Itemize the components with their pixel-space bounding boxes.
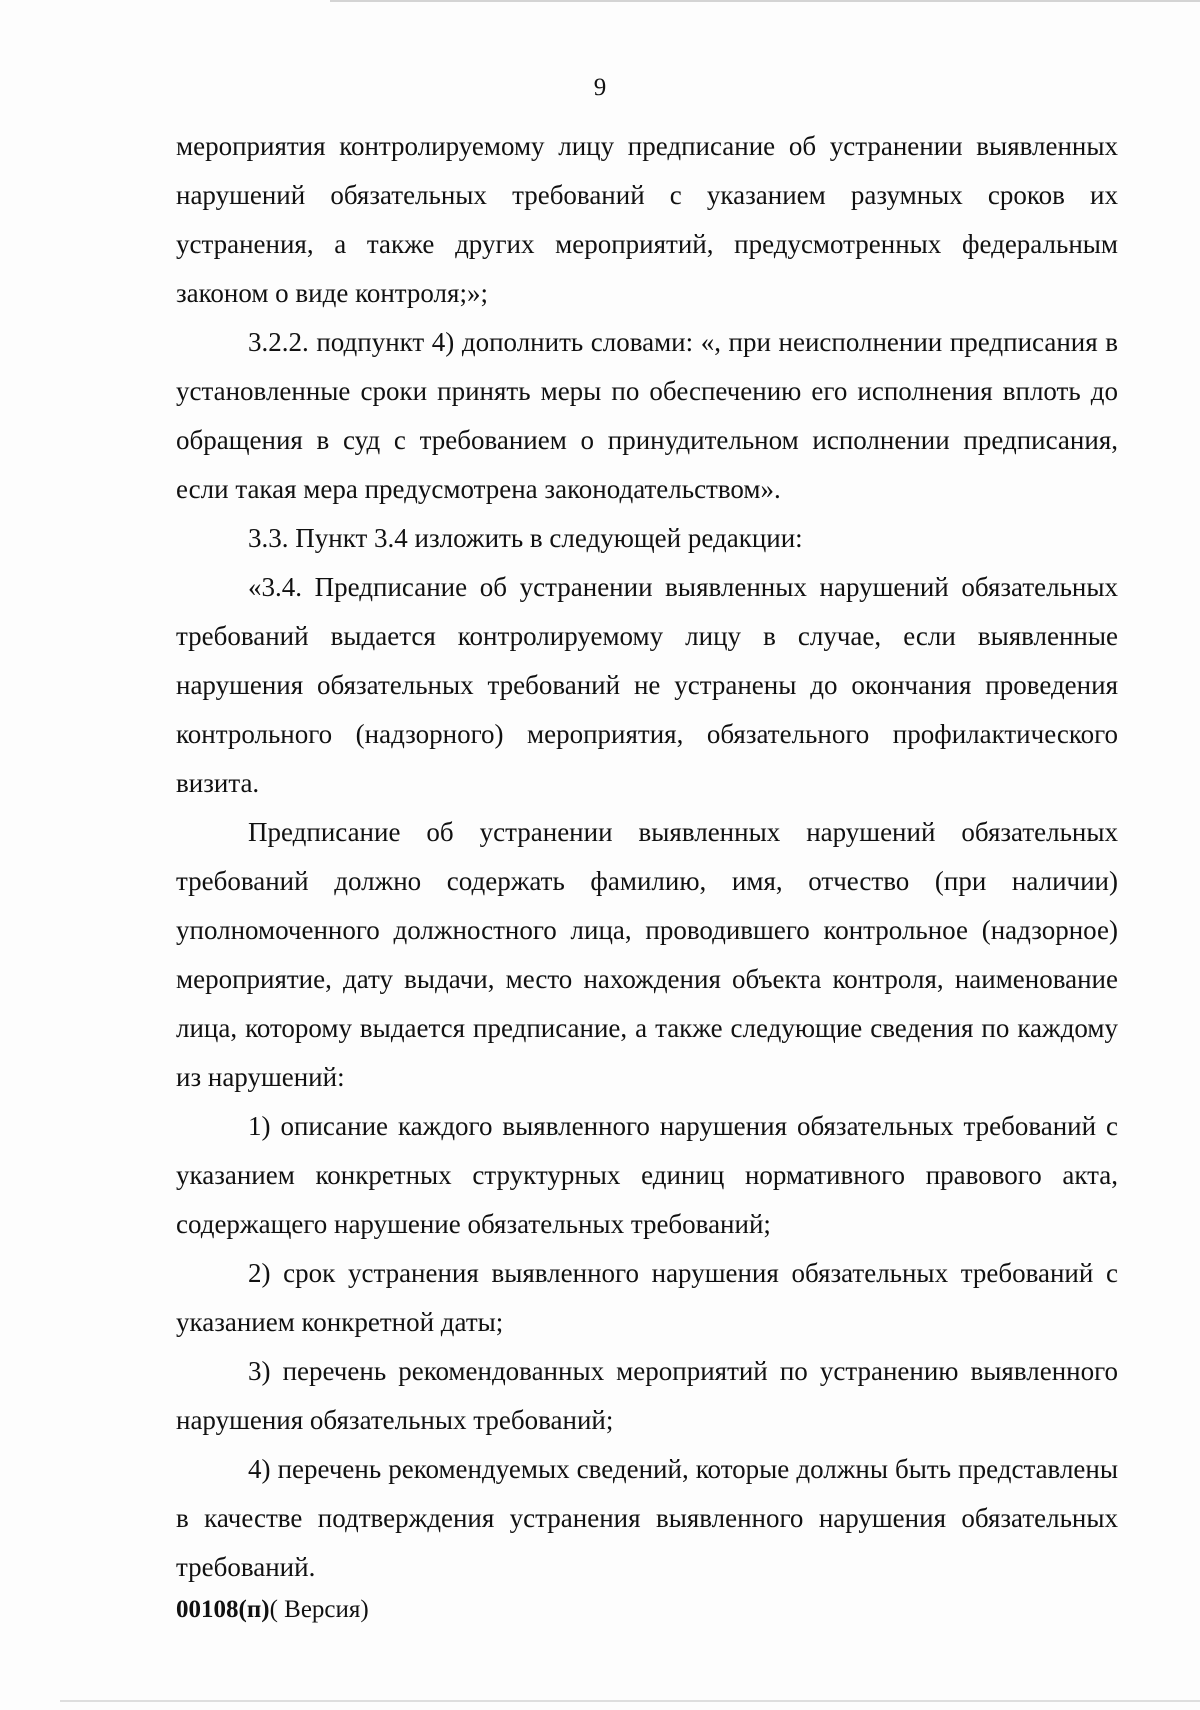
document-code-number: 00108(п) bbox=[176, 1596, 270, 1623]
scan-edge-top bbox=[330, 0, 1200, 2]
paragraph-3-3: 3.3. Пункт 3.4 изложить в следующей редакции: bbox=[248, 523, 803, 553]
paragraph-3-4: «3.4. Предписание об устранении выявленных нарушений обязательных требований выдается контролируемому лицу в случае, если выявленные нарушения обязательных требований не устранены до окончания проведения контрольного (надзорного) мероприятия, обязательного профилактического визита. bbox=[176, 572, 1118, 798]
paragraph-3-2-2: 3.2.2. подпункт 4) дополнить словами: «, при неисполнении предписания в установленные сроки принять меры по обеспечению его исполнения вплоть до обращения в суд с требованием о принудительном исполнении предписания, если такая мера предусмотрена законодательством». bbox=[176, 327, 1118, 504]
list-item-2: 2) срок устранения выявленного нарушения обязательных требований с указанием конкретной даты; bbox=[176, 1258, 1118, 1337]
document-body bbox=[176, 122, 1118, 1592]
document-code bbox=[176, 1596, 369, 1624]
paragraph-continuation: мероприятия контролируемому лицу предписание об устранении выявленных нарушений обязательных требований с указанием разумных сроков их устранения, а также других мероприятий, предусмотренных федеральным законом о виде контроля;»; bbox=[176, 131, 1118, 308]
page-number: 9 bbox=[593, 74, 607, 101]
list-item-3: 3) перечень рекомендованных мероприятий по устранению выявленного нарушения обязательных требований; bbox=[176, 1356, 1118, 1435]
paragraph-prescription-content: Предписание об устранении выявленных нарушений обязательных требований должно содержать фамилию, имя, отчество (при наличии) уполномоченного должностного лица, проводившего контрольное (надзорное) мероприятие, дату выдачи, место нахождения объекта контроля, наименование лица, которому выдается предписание, а также следующие сведения по каждому из нарушений: bbox=[176, 817, 1118, 1092]
scan-edge-bottom bbox=[60, 1700, 1200, 1702]
list-item-4: 4) перечень рекомендуемых сведений, которые должны быть представлены в качестве подтверждения устранения выявленного нарушения обязательных требований. bbox=[176, 1454, 1118, 1582]
list-item-1: 1) описание каждого выявленного нарушения обязательных требований с указанием конкретных структурных единиц нормативного правового акта, содержащего нарушение обязательных требований; bbox=[176, 1111, 1118, 1239]
document-version-label: ( Версия) bbox=[269, 1596, 369, 1623]
